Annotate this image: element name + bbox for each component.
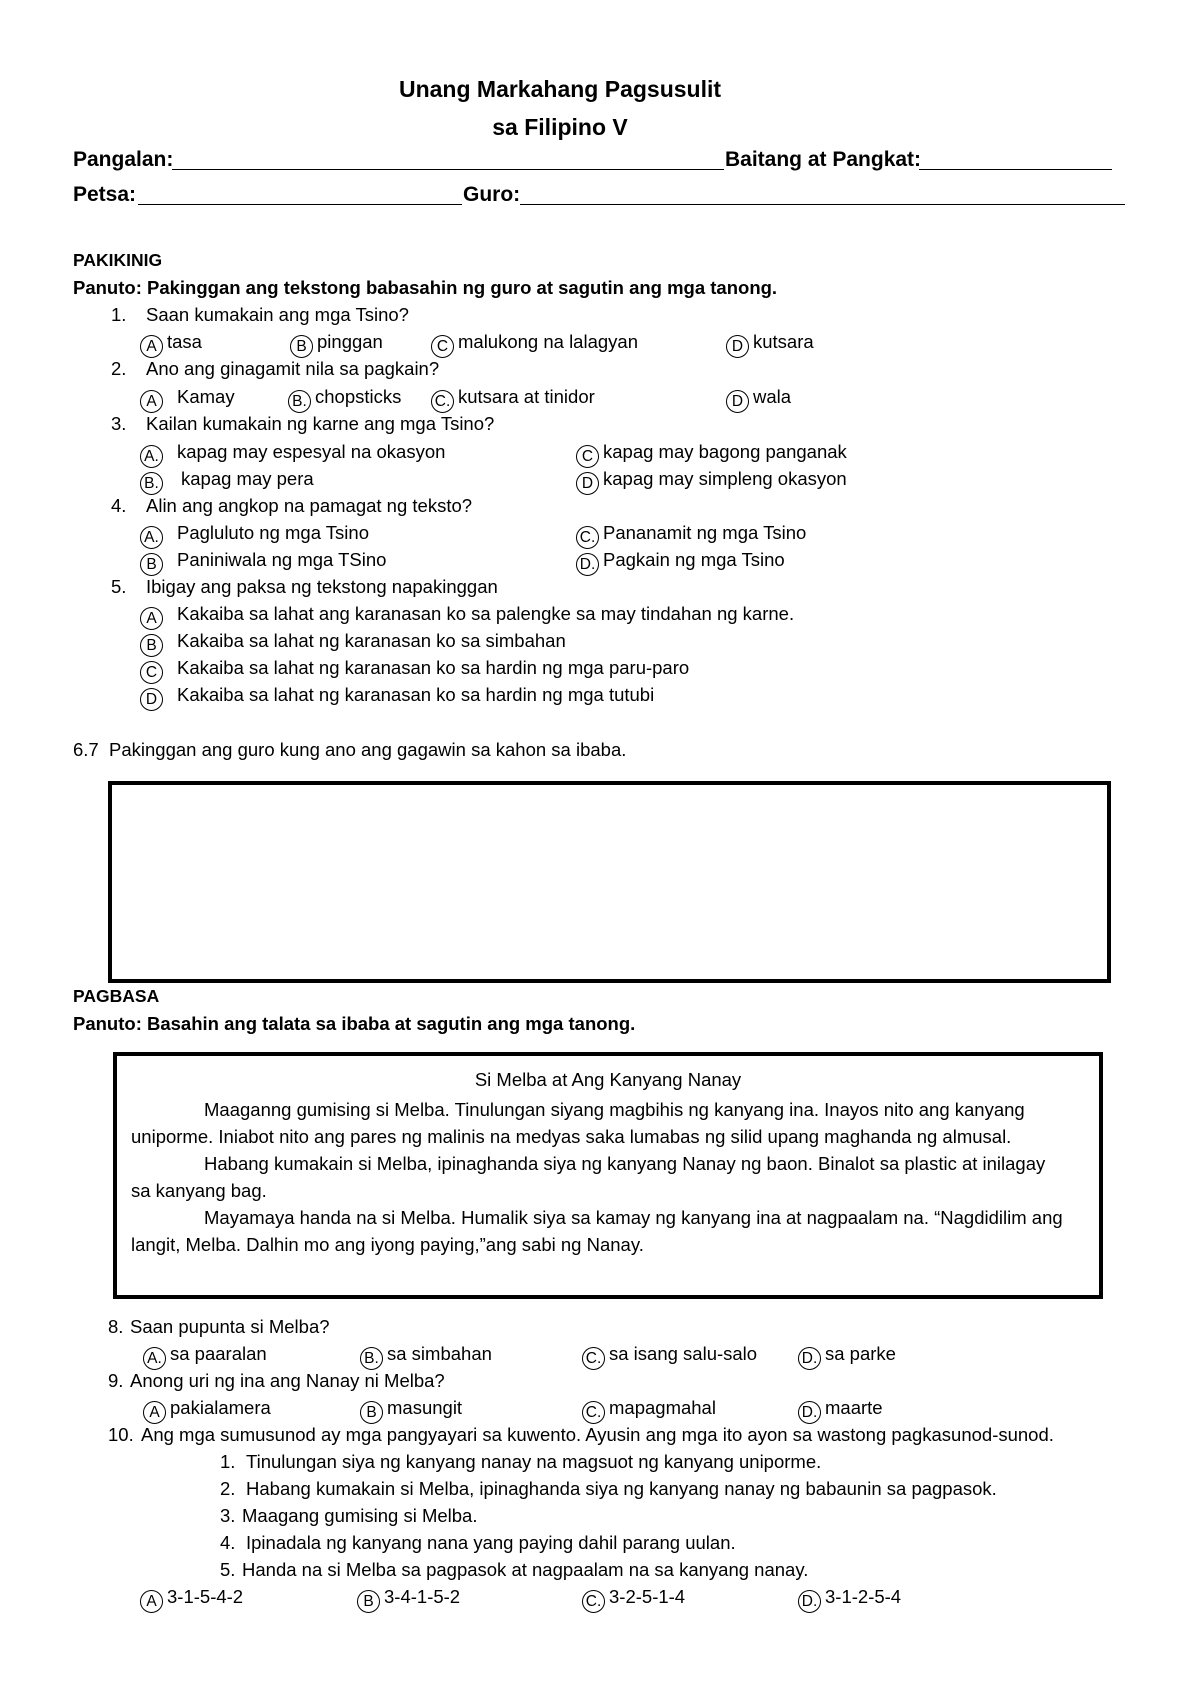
choice-b[interactable] bbox=[140, 549, 386, 576]
choice-text: Kakaiba sa lahat ng karanasan ko sa hardin ng mga paru-paro bbox=[177, 657, 690, 678]
choice-text: sa simbahan bbox=[387, 1343, 492, 1364]
teacher-label: Guro: bbox=[463, 183, 521, 206]
event-text: Maagang gumising si Melba. bbox=[242, 1505, 478, 1526]
question-number: 4. bbox=[111, 495, 127, 516]
choice-text: pakialamera bbox=[170, 1397, 271, 1418]
choice-letter: D. bbox=[798, 1347, 821, 1370]
name-label: Pangalan: bbox=[73, 148, 174, 171]
choice-letter: C bbox=[576, 445, 599, 468]
choice-text: sa isang salu-salo bbox=[609, 1343, 758, 1364]
choice-letter: B bbox=[290, 335, 313, 358]
event-text: Tinulungan siya ng kanyang nanay na magsuot ng kanyang uniporme. bbox=[246, 1451, 822, 1472]
choice-a[interactable] bbox=[140, 603, 794, 630]
choice-c[interactable] bbox=[582, 1586, 685, 1613]
choice-text: kapag may simpleng okasyon bbox=[603, 468, 847, 489]
choice-b[interactable] bbox=[290, 331, 383, 358]
choice-letter: D bbox=[726, 390, 749, 413]
grade-section-label: Baitang at Pangkat: bbox=[725, 148, 922, 171]
choice-letter: D. bbox=[798, 1401, 821, 1424]
choice-text: masungit bbox=[387, 1397, 463, 1418]
choice-b[interactable] bbox=[357, 1586, 460, 1613]
event-text: Ipinadala ng kanyang nana yang paying dahil parang uulan. bbox=[246, 1532, 736, 1553]
question-text: Saan kumakain ang mga Tsino? bbox=[146, 304, 409, 325]
question-number: 9. bbox=[108, 1370, 124, 1391]
choice-letter: B. bbox=[360, 1347, 383, 1370]
choice-text: malukong na lalagyan bbox=[458, 331, 638, 352]
choice-text: sa parke bbox=[825, 1343, 896, 1364]
choice-text: Kakaiba sa lahat ng karanasan ko sa hardin ng mga tutubi bbox=[177, 684, 655, 705]
choice-d[interactable] bbox=[576, 468, 847, 495]
question-text: Alin ang angkop na pamagat ng teksto? bbox=[146, 495, 473, 516]
answer-drawing-box[interactable] bbox=[108, 781, 1111, 983]
choice-letter: D bbox=[576, 472, 599, 495]
event-number: 2. bbox=[220, 1478, 236, 1499]
question-text: Ano ang ginagamit nila sa pagkain? bbox=[146, 358, 440, 379]
choice-text: mapagmahal bbox=[609, 1397, 716, 1418]
choice-a[interactable] bbox=[140, 331, 202, 358]
story-paragraph: Mayamaya handa na si Melba. Humalik siya sa kamay ng kanyang ina at nagpaalam na. “Nagdidilim ang langit, Melba. Dalhin mo ang iyong paying,”ang sabi ng Nanay. bbox=[131, 1207, 1063, 1255]
choice-text: pinggan bbox=[317, 331, 383, 352]
choice-text: 3-1-5-4-2 bbox=[167, 1586, 244, 1607]
story-title: Si Melba at Ang Kanyang Nanay bbox=[474, 1069, 742, 1090]
choice-letter: A bbox=[140, 335, 163, 358]
choice-c[interactable] bbox=[140, 657, 689, 684]
choice-text: wala bbox=[753, 386, 792, 407]
choice-c[interactable] bbox=[576, 441, 847, 468]
teacher-field[interactable] bbox=[520, 204, 1125, 205]
question-number: 6.7 bbox=[73, 739, 99, 760]
choice-d[interactable] bbox=[726, 386, 791, 413]
grade-section-field[interactable] bbox=[919, 169, 1112, 170]
choice-b[interactable] bbox=[360, 1343, 492, 1370]
choice-letter: B bbox=[140, 553, 163, 576]
choice-text: kapag may pera bbox=[181, 468, 314, 489]
choice-text: Kakaiba sa lahat ang karanasan ko sa palengke sa may tindahan ng karne. bbox=[177, 603, 795, 624]
question-number: 8. bbox=[108, 1316, 124, 1337]
choice-text: tasa bbox=[167, 331, 202, 352]
choice-letter: B bbox=[357, 1590, 380, 1613]
choice-text: 3-1-2-5-4 bbox=[825, 1586, 902, 1607]
choice-text: kapag may espesyal na okasyon bbox=[177, 441, 446, 462]
choice-letter: A bbox=[140, 607, 163, 630]
event-number: 3. bbox=[220, 1505, 236, 1526]
question-text: Anong uri ng ina ang Nanay ni Melba? bbox=[130, 1370, 445, 1391]
choice-text: sa paaralan bbox=[170, 1343, 267, 1364]
choice-b[interactable] bbox=[140, 468, 314, 495]
event-text: Handa na si Melba sa pagpasok at nagpaalam na sa kanyang nanay. bbox=[242, 1559, 809, 1580]
name-field[interactable] bbox=[172, 169, 724, 170]
question-number: 10. bbox=[108, 1424, 134, 1445]
date-field[interactable] bbox=[138, 204, 462, 205]
question-text: Kailan kumakain ng karne ang mga Tsino? bbox=[146, 413, 495, 434]
choice-letter: B. bbox=[288, 390, 311, 413]
event-number: 4. bbox=[220, 1532, 236, 1553]
story-box bbox=[113, 1052, 1103, 1299]
choice-letter: D bbox=[140, 688, 163, 711]
page-title: Unang Markahang Pagsusulit bbox=[398, 76, 722, 102]
choice-d[interactable] bbox=[726, 331, 814, 358]
question-text: Ang mga sumusunod ay mga pangyayari sa kuwento. Ayusin ang mga ito ayon sa wastong pagkasunod-sunod. bbox=[141, 1424, 1054, 1445]
choice-text: 3-4-1-5-2 bbox=[384, 1586, 461, 1607]
choice-a[interactable] bbox=[140, 1586, 243, 1613]
choice-letter: C bbox=[431, 335, 454, 358]
event-number: 1. bbox=[220, 1451, 236, 1472]
choice-text: Kakaiba sa lahat ng karanasan ko sa simbahan bbox=[177, 630, 566, 651]
choice-d[interactable] bbox=[140, 684, 654, 711]
choice-letter: C bbox=[140, 661, 163, 684]
choice-letter: D. bbox=[576, 553, 599, 576]
choice-letter: B bbox=[140, 634, 163, 657]
choice-text: 3-2-5-1-4 bbox=[609, 1586, 686, 1607]
event-number: 5. bbox=[220, 1559, 236, 1580]
choice-text: chopsticks bbox=[315, 386, 402, 407]
choice-text: kapag may bagong panganak bbox=[603, 441, 847, 462]
question-text: Saan pupunta si Melba? bbox=[130, 1316, 330, 1337]
choice-b[interactable] bbox=[288, 386, 401, 413]
question-number: 2. bbox=[111, 358, 127, 379]
choice-d[interactable] bbox=[798, 1586, 901, 1613]
question-number: 1. bbox=[111, 304, 127, 325]
question-number: 3. bbox=[111, 413, 127, 434]
choice-text: Pagkain ng mga Tsino bbox=[603, 549, 785, 570]
choice-c[interactable] bbox=[582, 1343, 757, 1370]
choice-letter: D. bbox=[798, 1590, 821, 1613]
choice-letter: B. bbox=[140, 472, 163, 495]
choice-letter: A bbox=[140, 390, 163, 413]
choice-a[interactable] bbox=[140, 522, 369, 549]
page-subtitle: sa Filipino V bbox=[492, 114, 628, 140]
choice-b[interactable] bbox=[360, 1397, 462, 1424]
story-paragraph: Maaganng gumising si Melba. Tinulungan siyang magbihis ng kanyang ina. Inayos nito ang kanyang uniporme. Iniabot nito ang pares ng malinis na medyas saka lumabas ng silid upang maghanda ng almusal. bbox=[131, 1099, 1025, 1147]
choice-letter: C. bbox=[582, 1347, 605, 1370]
instruction-pagbasa: Panuto: Basahin ang talata sa ibaba at sagutin ang mga tanong. bbox=[73, 1013, 636, 1034]
choice-letter: C. bbox=[576, 526, 599, 549]
choice-text: Kamay bbox=[177, 386, 235, 407]
choice-text: Paniniwala ng mga TSino bbox=[177, 549, 387, 570]
choice-d[interactable] bbox=[798, 1343, 896, 1370]
choice-letter: D bbox=[726, 335, 749, 358]
choice-text: Pananamit ng mga Tsino bbox=[603, 522, 807, 543]
question-number: 5. bbox=[111, 576, 127, 597]
question-text: Ibigay ang paksa ng tekstong napakinggan bbox=[146, 576, 498, 597]
choice-d[interactable] bbox=[798, 1397, 883, 1424]
choice-a[interactable] bbox=[140, 386, 235, 413]
choice-letter: B bbox=[360, 1401, 383, 1424]
choice-c[interactable] bbox=[576, 522, 806, 549]
section-heading-pakikinig: PAKIKINIG bbox=[73, 250, 163, 270]
choice-c[interactable] bbox=[431, 386, 595, 413]
date-label: Petsa: bbox=[73, 183, 137, 206]
story-text bbox=[131, 1096, 1069, 1258]
choice-text: kutsara bbox=[753, 331, 814, 352]
choice-letter: A bbox=[143, 1401, 166, 1424]
event-text: Habang kumakain si Melba, ipinaghanda siya ng kanyang nanay ng babaunin sa pagpasok. bbox=[246, 1478, 997, 1499]
choice-text: Pagluluto ng mga Tsino bbox=[177, 522, 369, 543]
choice-letter: C. bbox=[582, 1590, 605, 1613]
choice-a[interactable] bbox=[140, 441, 445, 468]
choice-c[interactable] bbox=[431, 331, 638, 358]
section-heading-pagbasa: PAGBASA bbox=[73, 986, 160, 1006]
choice-text: maarte bbox=[825, 1397, 883, 1418]
choice-text: kutsara at tinidor bbox=[458, 386, 595, 407]
choice-a[interactable] bbox=[143, 1397, 271, 1424]
choice-letter: A bbox=[140, 1590, 163, 1613]
story-paragraph: Habang kumakain si Melba, ipinaghanda siya ng kanyang Nanay ng baon. Binalot sa plastic at inilagay sa kanyang bag. bbox=[131, 1153, 1046, 1201]
choice-letter: A. bbox=[140, 445, 163, 468]
instruction-pakikinig: Panuto: Pakinggan ang tekstong babasahin ng guro at sagutin ang mga tanong. bbox=[73, 277, 778, 298]
choice-letter: A. bbox=[143, 1347, 166, 1370]
choice-d[interactable] bbox=[576, 549, 785, 576]
choice-c[interactable] bbox=[582, 1397, 716, 1424]
choice-letter: C. bbox=[582, 1401, 605, 1424]
choice-b[interactable] bbox=[140, 630, 566, 657]
choice-letter: A. bbox=[140, 526, 163, 549]
choice-a[interactable] bbox=[143, 1343, 267, 1370]
choice-letter: C. bbox=[431, 390, 454, 413]
question-text: Pakinggan ang guro kung ano ang gagawin sa kahon sa ibaba. bbox=[109, 739, 627, 760]
